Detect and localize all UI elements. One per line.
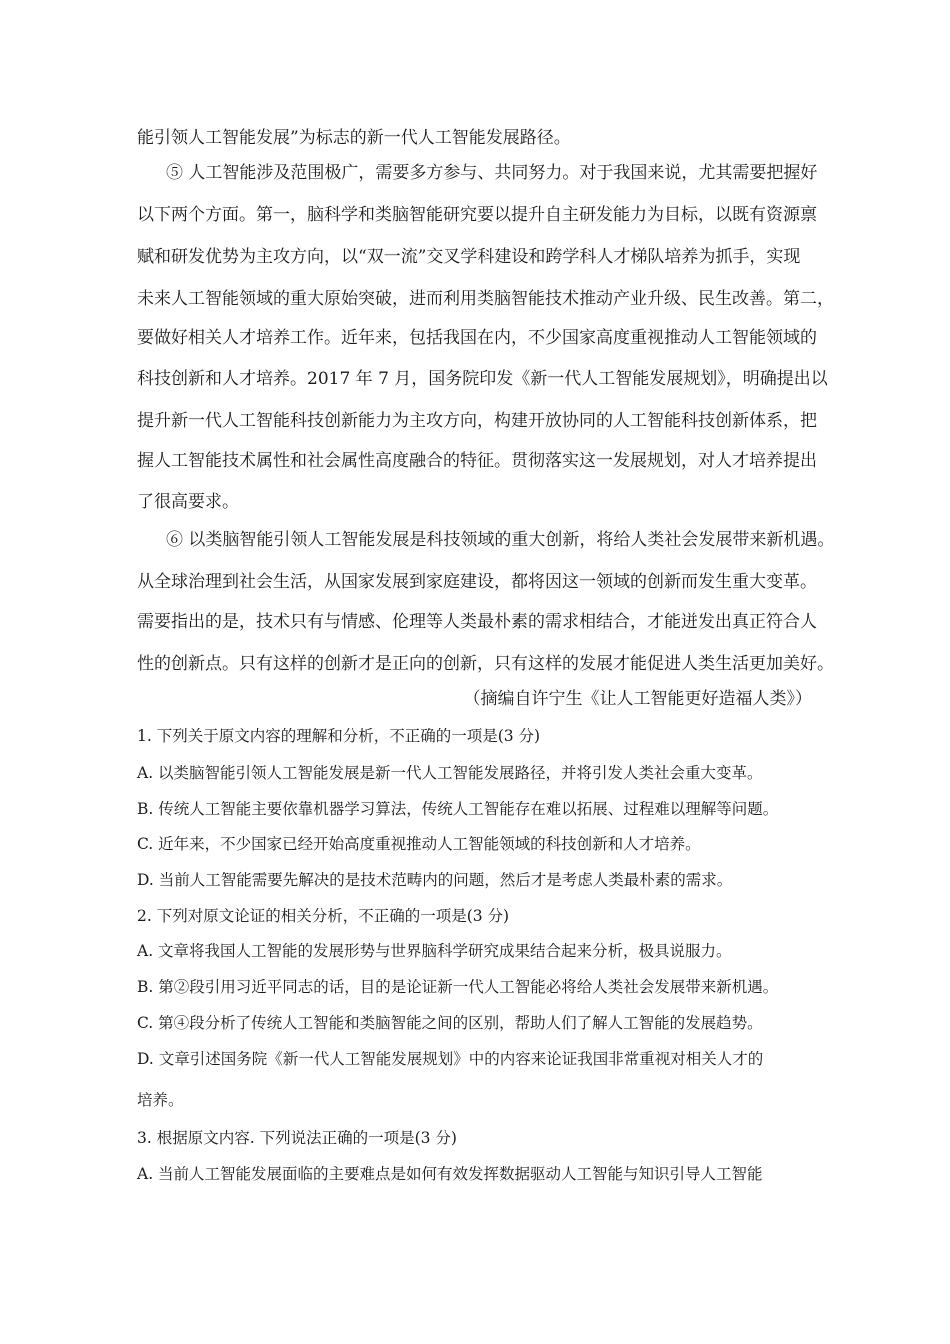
question-option-c: C. 近年来，不少国家已经开始高度重视推动人工智能领域的科技创新和人才培养。: [137, 835, 701, 853]
paragraph-5-line: 未来人工智能领域的重大原始突破，进而利用类脑智能技术推动产业升级、民生改善。第二，: [137, 289, 834, 309]
paragraph-5-line: ⑤ 人工智能涉及范围极广，需要多方参与、共同努力。对于我国来说，尤其需要把握好: [166, 163, 818, 183]
paragraph-6-line: 需要指出的是，技术只有与情感、伦理等人类最朴素的需求相结合，才能迸发出真正符合人: [137, 612, 817, 632]
paragraph-6-line: 从全球治理到社会生活，从国家发展到家庭建设，都将因这一领域的创新而发生重大变革。: [137, 572, 817, 592]
paragraph-5-line: 要做好相关人才培养工作。近年来，包括我国在内，不少国家高度重视推动人工智能领域的: [137, 328, 817, 348]
paragraph-5-line: 科技创新和人才培养。2017 年 7 月，国务院印发《新一代人工智能发展规划》，明确提出以: [137, 369, 828, 389]
paragraph-6-line: 性的创新点。只有这样的创新才是正向的创新，只有这样的发展才能促进人类生活更加美好。: [137, 654, 834, 674]
paragraph-5-line: 了很高要求。: [137, 492, 239, 512]
question-stem: 2. 下列对原文论证的相关分析，不正确的一项是(3 分): [137, 907, 510, 925]
question-option-c: C. 第④段分析了传统人工智能和类脑智能之间的区别，帮助人们了解人工智能的发展趋势。: [137, 1014, 763, 1032]
question-option-a: A. 文章将我国人工智能的发展形势与世界脑科学研究成果结合起来分析，极具说服力。: [137, 942, 732, 960]
paragraph-5-line: 以下两个方面。第一，脑科学和类脑智能研究要以提升自主研发能力为目标，以既有资源禀: [137, 205, 817, 225]
question-option-a: A. 当前人工智能发展面临的主要难点是如何有效发挥数据驱动人工智能与知识引导人工智能: [137, 1165, 763, 1183]
paragraph-6-line: ⑥ 以类脑智能引领人工智能发展是科技领域的重大创新，将给人类社会发展带来新机遇。: [166, 530, 835, 550]
question-option-b: B. 传统人工智能主要依靠机器学习算法，传统人工智能存在难以拓展、过程难以理解等问题。: [137, 800, 779, 818]
question-option-b: B. 第②段引用习近平同志的话，目的是论证新一代人工智能必将给人类社会发展带来新机遇。: [137, 978, 779, 996]
paragraph-5-line: 握人工智能技术属性和社会属性高度融合的特征。贯彻落实这一发展规划，对人才培养提出: [137, 451, 817, 471]
paragraph-4-tail: 能引领人工智能发展”为标志的新一代人工智能发展路径。: [137, 128, 571, 148]
paragraph-5-line: 赋和研发优势为主攻方向，以“双一流”交叉学科建设和跨学科人才梯队培养为抓手，实现: [137, 247, 801, 267]
question-option-d: D. 当前人工智能需要先解决的是技术范畴内的问题，然后才是考虑人类最朴素的需求。: [137, 871, 733, 889]
question-option-d-continued: 培养。: [137, 1091, 184, 1109]
paragraph-5-line: 提升新一代人工智能科技创新能力为主攻方向，构建开放协同的人工智能科技创新体系，把: [137, 411, 817, 431]
source-citation: （摘编自许宁生《让人工智能更好造福人类》）: [463, 689, 812, 709]
question-stem: 1. 下列关于原文内容的理解和分析，不正确的一项是(3 分): [137, 727, 541, 745]
question-option-a: A. 以类脑智能引领人工智能发展是新一代人工智能发展路径，并将引发人类社会重大变革。: [137, 764, 763, 782]
question-stem: 3. 根据原文内容. 下列说法正确的一项是(3 分): [137, 1129, 457, 1147]
question-option-d: D. 文章引述国务院《新一代人工智能发展规划》中的内容来论证我国非常重视对相关人才的: [137, 1050, 764, 1068]
